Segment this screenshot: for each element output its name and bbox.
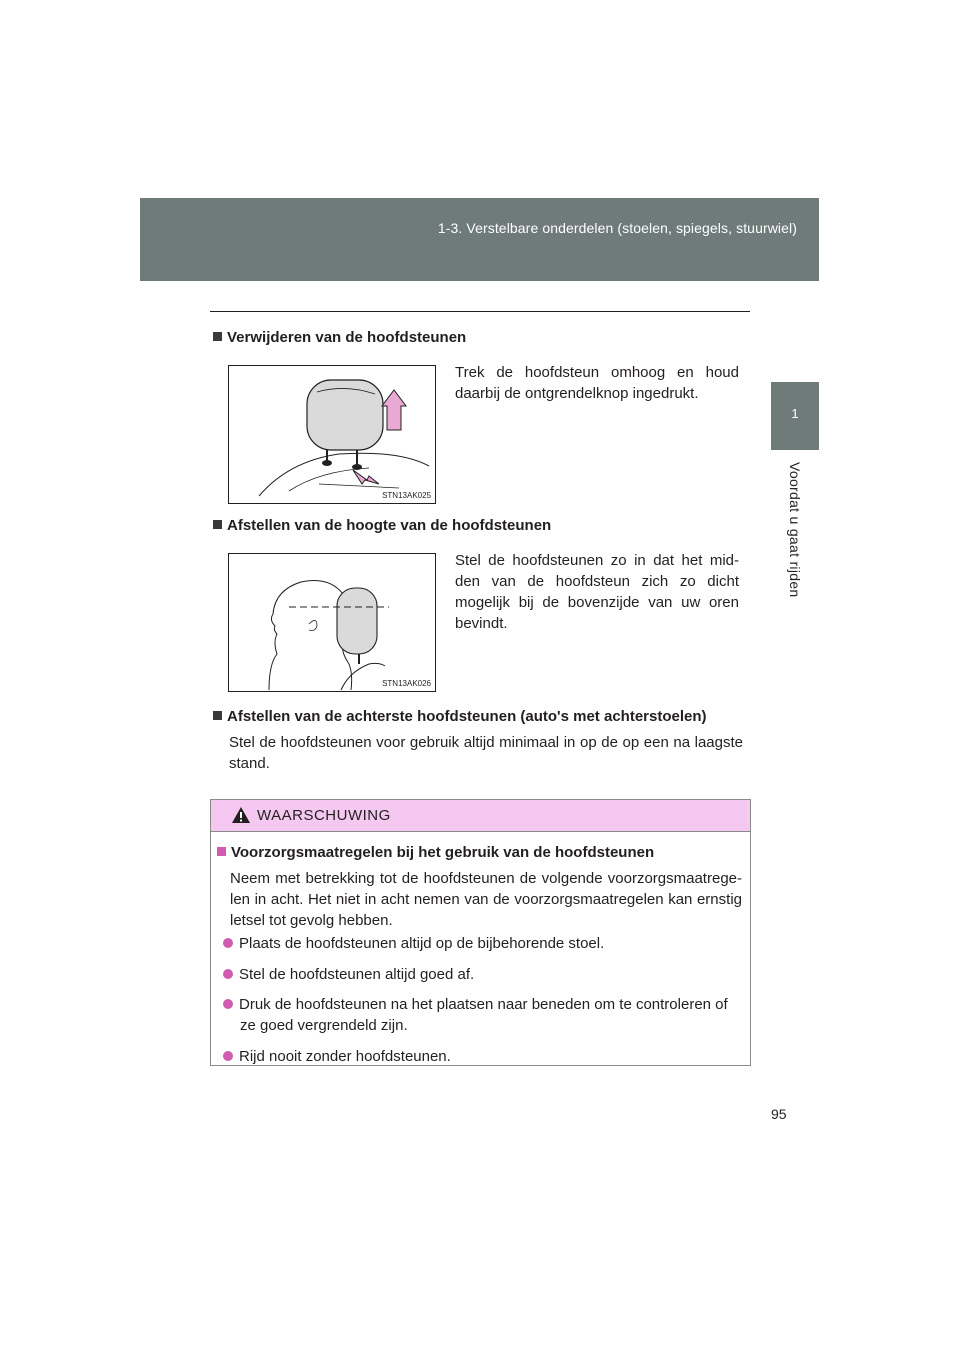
section-title: 1-3. Verstelbare onderdelen (stoelen, spiegels, stuurwiel) xyxy=(437,220,797,236)
section-header-band xyxy=(140,198,819,281)
warning-bullet: Rijd nooit zonder hoofdsteunen. xyxy=(223,1046,743,1067)
figure-code: STN13AK025 xyxy=(382,491,431,500)
square-bullet-icon xyxy=(213,332,222,341)
figure-code: STN13AK026 xyxy=(382,679,431,688)
figure-remove-headrest xyxy=(228,365,436,504)
headrest-removal-illustration xyxy=(229,366,435,503)
text-adjust-height: Stel de hoofdsteunen zo in dat het mid-den van de hoofdsteun zich zo dicht mogelijk bij de bovenzijde van uw oren bevindt. xyxy=(455,552,739,632)
text-remove-headrests: Trek de hoofdsteun omhoog en houd daarbij de ontgrendelknop ingedrukt. xyxy=(455,364,739,402)
warning-triangle-icon xyxy=(231,806,251,824)
bullet-dot-icon xyxy=(223,938,233,948)
chapter-tab xyxy=(771,382,819,450)
square-bullet-icon xyxy=(213,520,222,529)
heading-rear-headrests: Afstellen van de achterste hoofdsteunen (auto's met achterstoelen) xyxy=(213,708,707,725)
warning-bullet: Stel de hoofdsteunen altijd goed af. xyxy=(223,964,743,985)
figure-adjust-height xyxy=(228,553,436,692)
warning-intro: Neem met betrekking tot de hoofdsteunen de volgende voorzorgsmaatrege-len in acht. Het niet in acht nemen van de voorzorgsmaatregelen kan ernstig letsel tot gevolg hebben. xyxy=(230,870,742,929)
heading-adjust-height: Afstellen van de hoogte van de hoofdsteunen xyxy=(213,517,551,534)
warning-heading: Voorzorgsmaatregelen bij het gebruik van de hoofdsteunen xyxy=(217,844,654,861)
chapter-label: Voordat u gaat rijden xyxy=(787,462,803,598)
square-bullet-icon xyxy=(213,711,222,720)
bullet-dot-icon xyxy=(223,999,233,1009)
top-rule xyxy=(210,311,750,312)
headrest-height-illustration xyxy=(229,554,435,691)
bullet-dot-icon xyxy=(223,1051,233,1061)
warning-bullet: Plaats de hoofdsteunen altijd op de bijbehorende stoel. xyxy=(223,933,743,954)
square-bullet-icon xyxy=(217,847,226,856)
text-rear-headrests: Stel de hoofdsteunen voor gebruik altijd minimaal in op de op een na laagste stand. xyxy=(229,734,743,772)
heading-remove-headrests: Verwijderen van de hoofdsteunen xyxy=(213,329,466,346)
page-number: 95 xyxy=(771,1106,787,1122)
warning-header xyxy=(211,800,750,832)
warning-box xyxy=(210,799,751,1066)
warning-bullet: Druk de hoofdsteunen na het plaatsen naar beneden om te controleren of ze goed vergrendeld zijn. xyxy=(223,994,743,1036)
bullet-dot-icon xyxy=(223,969,233,979)
warning-title: WAARSCHUWING xyxy=(257,807,391,824)
chapter-number: 1 xyxy=(791,406,799,421)
